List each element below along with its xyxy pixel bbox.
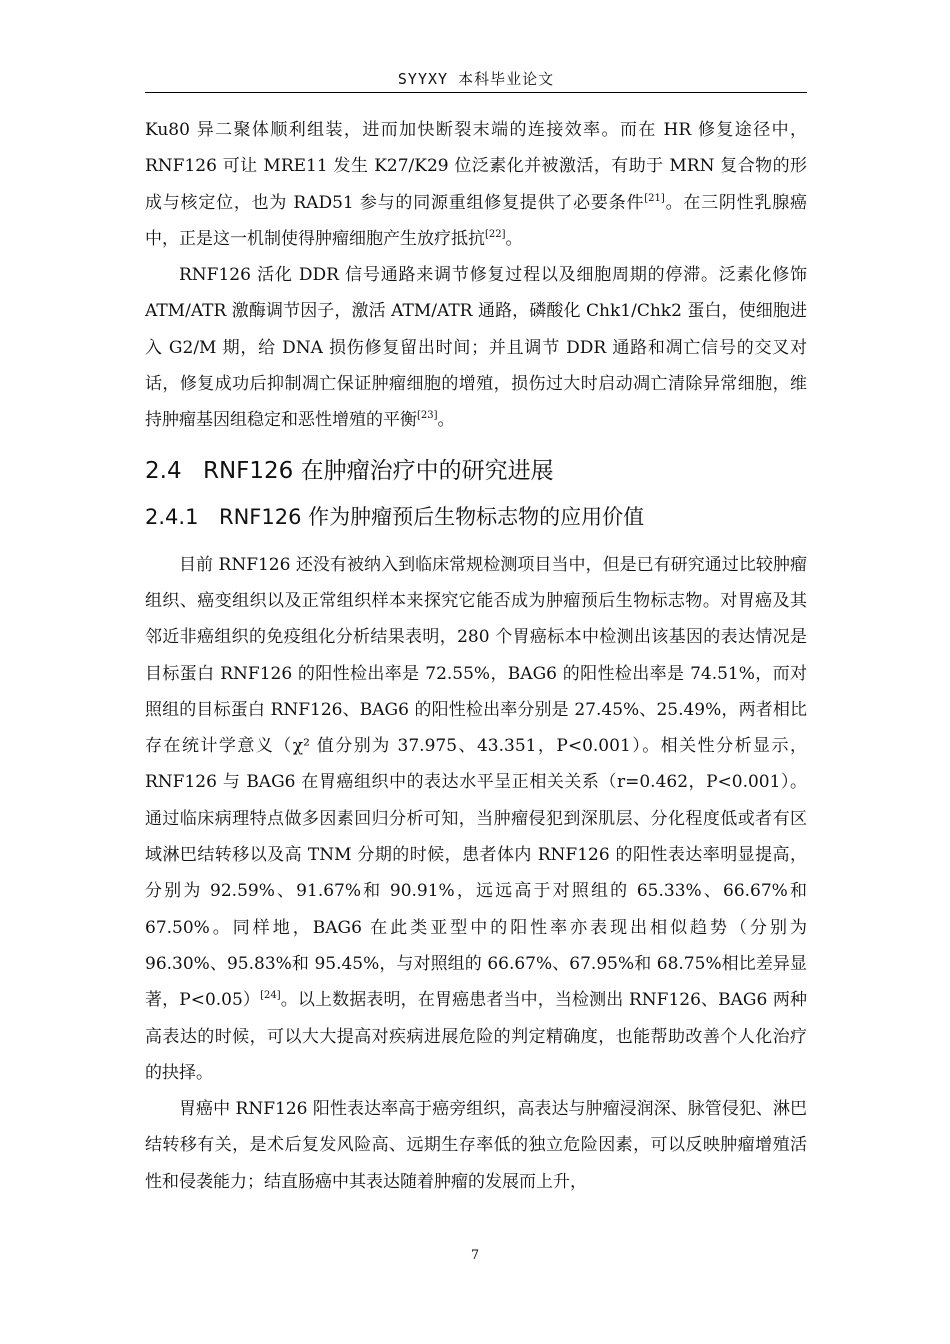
paragraph: 目前 RNF126 还没有被纳入到临床常规检测项目当中，但是已有研究通过比较肿瘤组织、癌变组织以及正常组织样本来探究它能否成为肿瘤预后生物标志物。对胃癌及其邻近非癌组织的免疫组化分析结果表明，280 个胃癌标本中检测出该基因的表达情况是目标蛋白 RNF126 的阳性检出率是 72.55%，BAG6 的阳性检出率是 74.51%，而对照组的目标蛋白 RNF126、BAG6 的阳性检出率分别是 27.45%、25.49%，两者相比存在统计学意义（χ² 值分别为 37.975、43.351，P<0.001）。相关性分析显示，RNF126 与 BAG6 在胃癌组织中的表达水平呈正相关关系（r=0.462，P<0.001）。通过临床病理特点做多因素回归分析可知，当肿瘤侵犯到深肌层、分化程度低或者有区域淋巴结转移以及高 TNM 分期的时候，患者体内 RNF126 的阳性表达率明显提高，分别为 92.59%、91.67%和 90.91%，远远高于对照组的 65.33%、66.67%和 67.50%。同样地，BAG6 在此类亚型中的阳性率亦表现出相似趋势（分别为 96.30%、95.83%和 95.45%，与对照组的 66.67%、67.95%和 68.75%相比差异显著，P<0.05）[24]。以上数据表明，在胃癌患者当中，当检测出 RNF126、BAG6 两种高表达的时候，可以大大提高对疾病进展危险的判定精确度，也能帮助改善个人化治疗的抉择。	[145, 554, 807, 1083]
citation: [22]	[485, 228, 506, 240]
paragraph: Ku80 异二聚体顺利组装，进而加快断裂末端的连接效率。而在 HR 修复途径中，RNF126 可让 MRE11 发生 K27/K29 位泛素化并被激活，有助于 MRN 复合物的形成与核定位，也为 RAD51 参与的同源重组修复提供了必要条件[21]。在三阴性乳腺癌中，正是这一机制使得肿瘤细胞产生放疗抵抗[22]。	[145, 120, 808, 249]
body-text	[145, 112, 807, 1200]
section-title: RNF126 在肿瘤治疗中的研究进展	[203, 457, 554, 484]
section-number: 2.4	[145, 457, 182, 484]
citation: [21]	[644, 192, 665, 204]
paragraph: 胃癌中 RNF126 阳性表达率高于癌旁组织，高表达与肿瘤浸润深、脉管侵犯、淋巴结转移有关，是术后复发风险高、远期生存率低的独立危险因素，可以反映肿瘤增殖活性和侵袭能力；结直肠癌中其表达随着肿瘤的发展而上升，	[145, 1099, 807, 1192]
citation: [23]	[417, 410, 438, 422]
paragraph: RNF126 活化 DDR 信号通路来调节修复过程以及细胞周期的停滞。泛素化修饰 ATM/ATR 激酶调节因子，激活 ATM/ATR 通路，磷酸化 Chk1/Chk2 蛋白，使细胞进入 G2/M 期，给 DNA 损伤修复留出时间；并且调节 DDR 通路和凋亡信号的交叉对话，修复成功后抑制凋亡保证肿瘤细胞的增殖，损伤过大时启动凋亡清除异常细胞，维持肿瘤基因组稳定和恶性增殖的平衡[23]。	[145, 265, 807, 431]
citation: [24]	[260, 990, 281, 1002]
section-heading	[145, 451, 807, 491]
page-number: 7	[470, 1248, 480, 1263]
subsection-title: RNF126 作为肿瘤预后生物标志物的应用价值	[219, 504, 645, 529]
subsection-heading	[145, 497, 807, 537]
running-header: SYYXY 本科毕业论文	[397, 70, 555, 88]
subsection-number: 2.4.1	[145, 504, 199, 529]
header-rule	[145, 92, 807, 93]
